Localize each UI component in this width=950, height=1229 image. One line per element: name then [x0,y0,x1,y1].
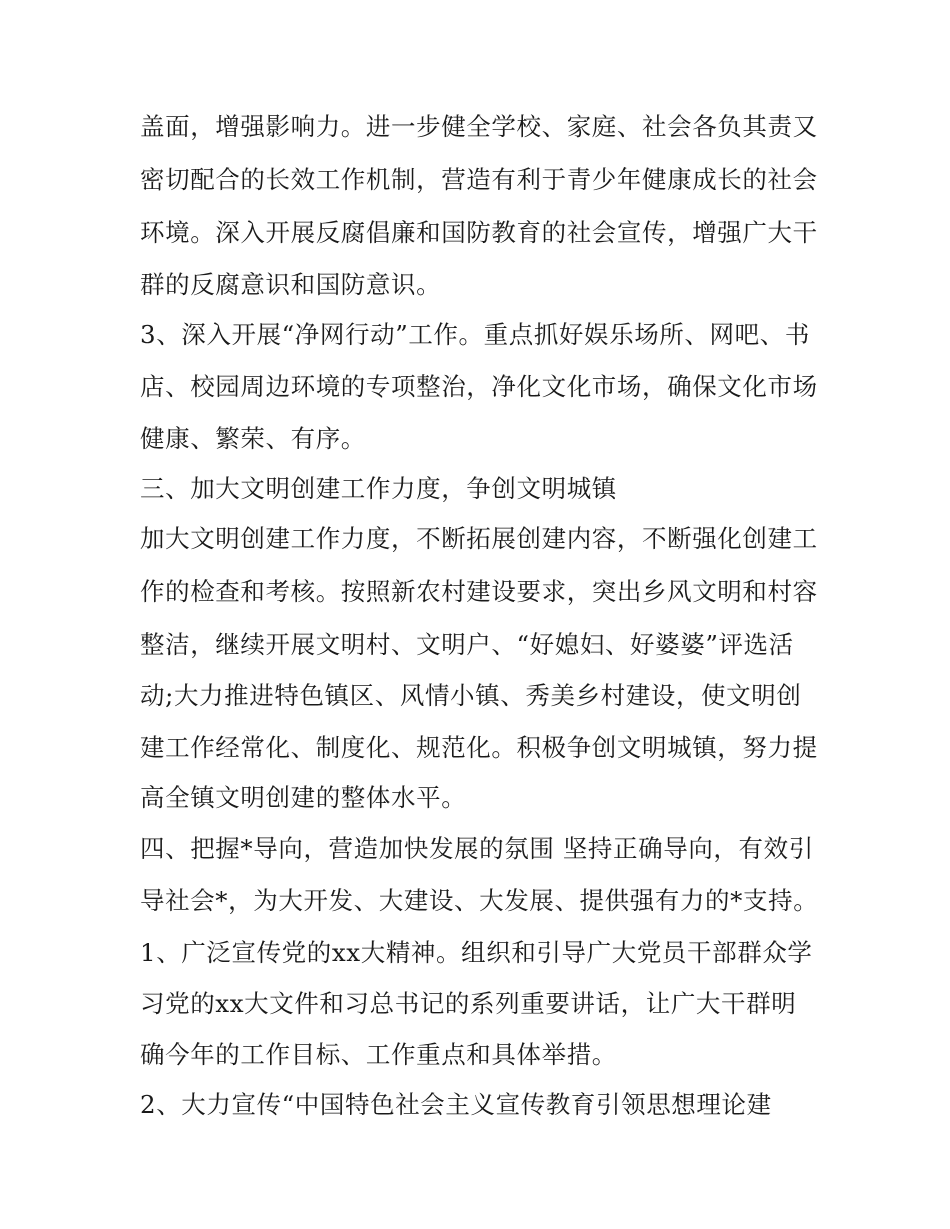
text-line: 建工作经常化、制度化、规范化。积极争创文明城镇，努力提 [140,733,818,762]
text-line: 加大文明创建工作力度，不断拓展创建内容，不断强化创建工 [140,524,818,553]
text-line: 环境。深入开展反腐倡廉和国防教育的社会宣传，增强广大干 [140,218,818,247]
text-line: 高全镇文明创建的整体水平。 [140,783,467,812]
text-line: 整洁，继续开展文明村、文明户、“好媳妇、好婆婆”评选活 [140,630,794,659]
text-line: 1、广泛宣传党的xx大精神。组织和引导广大党员干部群众学 [140,938,813,967]
text-line: 密切配合的长效工作机制，营造有利于青少年健康成长的社会 [140,165,818,194]
text-line: 作的检查和考核。按照新农村建设要求，突出乡风文明和村容 [140,577,818,606]
text-line: 确今年的工作目标、工作重点和具体举措。 [140,1040,617,1069]
text-line: 盖面，增强影响力。进一步健全学校、家庭、社会各负其责又 [140,112,818,141]
text-line: 3、深入开展“净网行动”工作。重点抓好娱乐场所、网吧、书 [140,320,810,349]
section-heading: 四、把握*导向，营造加快发展的氛围 坚持正确导向，有效引 [140,834,814,863]
section-heading: 三、加大文明创建工作力度，争创文明城镇 [140,474,617,503]
text-line: 2、大力宣传“中国特色社会主义宣传教育引领思想理论建 [140,1090,772,1119]
text-line: 动;大力推进特色镇区、风情小镇、秀美乡村建设，使文明创 [140,681,802,710]
text-line: 导社会*，为大开发、大建设、大发展、提供强有力的*支持。 [140,886,819,915]
text-line: 群的反腐意识和国防意识。 [140,270,442,299]
text-line: 健康、繁荣、有序。 [140,424,366,453]
text-line: 店、校园周边环境的专项整治，净化文化市场，确保文化市场 [140,372,818,401]
text-line: 习党的xx大文件和习总书记的系列重要讲话，让广大干群明 [140,989,797,1018]
